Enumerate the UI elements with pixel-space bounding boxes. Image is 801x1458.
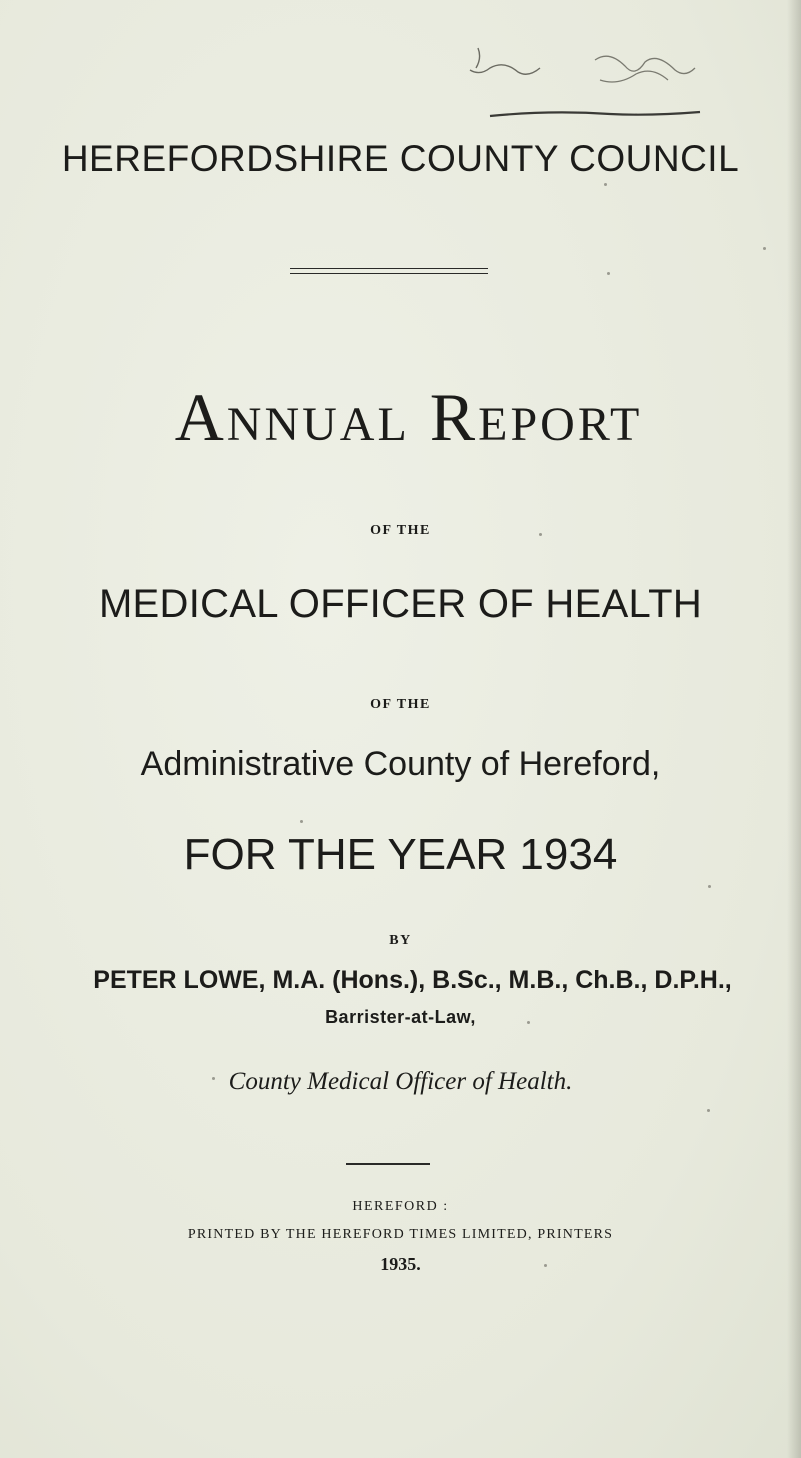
county-name: Administrative County of Hereford, xyxy=(140,745,661,783)
of-the-label-1: OF THE xyxy=(370,523,431,538)
report-year: FOR THE YEAR 1934 xyxy=(183,830,618,879)
imprint-place: HEREFORD : xyxy=(352,1199,449,1214)
by-label: BY xyxy=(389,933,412,948)
of-the-label-2: OF THE xyxy=(370,697,431,712)
short-rule-divider xyxy=(346,1163,430,1165)
officer-title: MEDICAL OFFICER OF HEALTH xyxy=(98,582,703,626)
imprint-year: 1935. xyxy=(380,1254,421,1274)
author-qualification: Barrister-at-Law, xyxy=(325,1007,476,1027)
author-role: County Medical Officer of Health. xyxy=(228,1068,573,1095)
author-name: PETER LOWE, M.A. (Hons.), B.Sc., M.B., Ch.B., D.P.H., xyxy=(93,966,732,994)
council-name: HEREFORDSHIRE COUNTY COUNCIL xyxy=(61,138,740,179)
handwritten-annotation xyxy=(430,40,710,130)
report-title: Annual Report xyxy=(174,379,643,455)
double-rule-divider xyxy=(290,268,488,274)
imprint-printer: PRINTED BY THE HEREFORD TIMES LIMITED, PRINTERS xyxy=(187,1227,614,1242)
